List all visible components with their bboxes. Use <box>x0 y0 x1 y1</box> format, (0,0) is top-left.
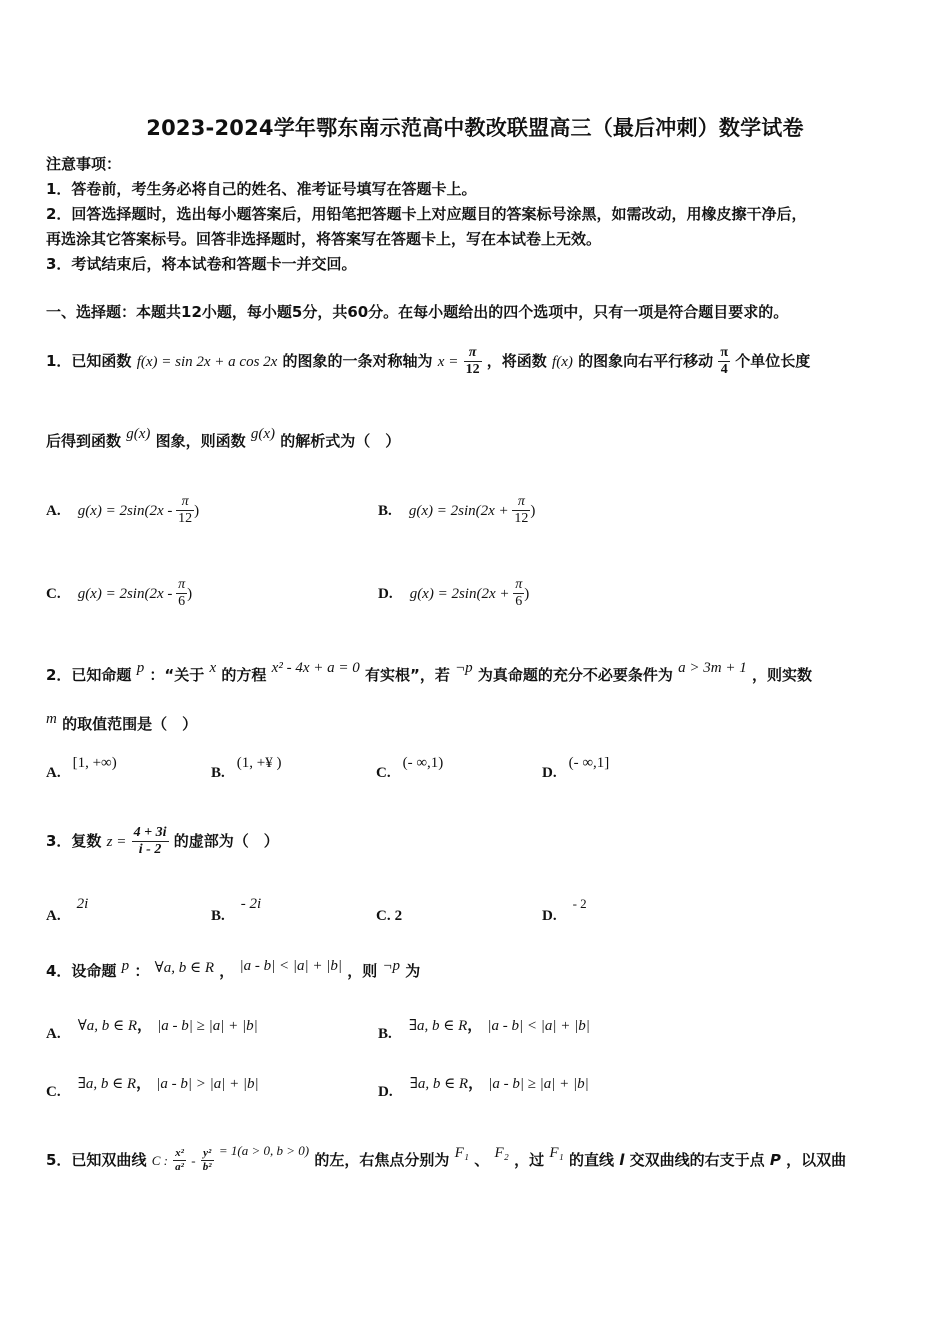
q3-text: 的虚部为（ ） <box>173 832 279 850</box>
q5-text: ，过 <box>514 1151 545 1169</box>
q1-text: 后得到函数 <box>46 432 122 450</box>
q5-P: P <box>769 1151 781 1169</box>
q4-text: 为 <box>405 962 421 980</box>
q1-text: ，将函数 <box>486 352 547 370</box>
q4-option-d[interactable]: D. ∃a, b ∈ R， |a - b| ≥ |a| + |b| <box>378 1076 589 1100</box>
q4-p: p <box>121 958 130 974</box>
q1-g: g(x) <box>126 426 151 442</box>
question-2-line-1 <box>46 660 812 685</box>
q2-option-a[interactable]: A.[1, +∞) <box>46 755 117 781</box>
q4-not-p: ¬p <box>382 958 401 974</box>
q3-text: 3．复数 <box>46 832 102 850</box>
question-1-line-1 <box>46 332 810 391</box>
q5-text: ，以双曲 <box>786 1151 847 1169</box>
q5-text: 的直线 <box>568 1151 614 1169</box>
q5-f1: F₁ <box>454 1145 469 1161</box>
q3-option-d[interactable]: D.- 2 <box>542 896 587 924</box>
q3-fraction: $\frac{4 + 3i}{i - 2}$ <box>133 825 167 857</box>
q1-text: 图象，则函数 <box>155 432 246 450</box>
q4-quantifier: ∀a, b ∈ R <box>154 960 214 976</box>
q5-f2: F₂ <box>494 1145 509 1161</box>
q5-f1: F₁ <box>549 1145 564 1161</box>
note-item: 3．考试结束后，将本试卷和答题卡一并交回。 <box>46 255 357 273</box>
question-5 <box>46 1130 846 1191</box>
q1-function: f(x) = sin 2x + a cos 2x <box>136 354 278 370</box>
question-4 <box>46 960 420 981</box>
note-item: 1．答卷前，考生务必将自己的姓名、准考证号填写在答题卡上。 <box>46 180 477 198</box>
q5-fraction-x: $\frac{\text{x²}}{\text{a²}}$ <box>175 1147 184 1173</box>
question-2-line-2 <box>46 713 197 734</box>
q5-text: 交双曲线的右支于点 <box>629 1151 765 1169</box>
q5-c: C : <box>151 1153 168 1168</box>
notes-heading: 注意事项： <box>46 155 122 173</box>
q1-g: g(x) <box>250 426 276 442</box>
page-title: 2023-2024学年鄂东南示范高中教改联盟高三（最后冲刺）数学试卷 <box>146 116 804 140</box>
q4-text: ，则 <box>347 962 378 980</box>
question-3 <box>46 812 279 871</box>
q1-function-ref: f(x) <box>552 354 573 370</box>
q2-text: 的方程 <box>221 666 267 684</box>
q2-text: ，则实数 <box>751 666 812 684</box>
q5-l: l <box>619 1151 625 1169</box>
q4-option-c[interactable]: C. ∃a, b ∈ R， |a - b| > |a| + |b| <box>46 1076 259 1100</box>
q4-inequality: |a - b| < |a| + |b| <box>239 958 342 974</box>
q3-option-a[interactable]: A.2i <box>46 896 89 924</box>
q2-option-b[interactable]: B.(1, +¥ ) <box>211 755 282 781</box>
q1-shift-fraction: $\frac{\pi}{4}$ <box>720 345 729 377</box>
q1-axis-fraction: $\frac{\pi}{12}$ <box>465 345 480 377</box>
q4-option-a[interactable]: A. ∀a, b ∈ R， |a - b| ≥ |a| + |b| <box>46 1018 258 1042</box>
q2-not-p: ¬p <box>455 660 473 676</box>
q2-text: 为真命题的充分不必要条件为 <box>477 666 673 684</box>
q4-text: 4．设命题 <box>46 962 117 980</box>
notes <box>46 152 806 277</box>
q1-text: 的图象向右平行移动 <box>578 352 714 370</box>
q1-option-c[interactable]: C. g(x) = 2sin(2x - $\frac{\pi}{6}$ ) <box>46 577 193 609</box>
q2-x: x <box>209 660 217 676</box>
q3-z: z = <box>106 834 127 850</box>
q5-text: 5．已知双曲线 <box>46 1151 147 1169</box>
q1-option-b[interactable]: B. g(x) = 2sin(2x + $\frac{\pi}{12}$ ) <box>378 494 536 526</box>
note-item: 再选涂其它答案标号。回答非选择题时，将答案写在答题卡上，写在本试卷上无效。 <box>46 230 602 248</box>
q4-text: ： <box>134 962 150 980</box>
note-item: 2．回答选择题时，选出每小题答案后，用铅笔把答题卡上对应题目的答案标号涂黑，如需改动，用橡皮擦干净后， <box>46 205 807 223</box>
q2-option-d[interactable]: D.(- ∞,1] <box>542 755 610 781</box>
q2-option-c[interactable]: C.(- ∞,1) <box>376 755 444 781</box>
q5-minus: - <box>191 1153 196 1168</box>
q2-text: 的取值范围是（ ） <box>62 715 198 733</box>
q2-text: 2．已知命题 <box>46 666 132 684</box>
q5-rhs: = 1(a > 0, b > 0) <box>218 1143 310 1158</box>
q2-equation: x² - 4x + a = 0 <box>271 660 360 676</box>
section-heading: 一、选择题：本题共12小题，每小题5分，共60分。在每小题给出的四个选项中，只有一项是符合题目要求的。 <box>46 303 789 321</box>
q4-option-b[interactable]: B. ∃a, b ∈ R， |a - b| < |a| + |b| <box>378 1018 590 1042</box>
question-1-line-2 <box>46 426 401 451</box>
q2-text: 有实根”，若 <box>364 666 450 684</box>
q1-option-a[interactable]: A. g(x) = 2sin(2x - $\frac{\pi}{12}$ ) <box>46 494 200 526</box>
q2-m: m <box>46 711 57 727</box>
q2-text: ：“关于 <box>149 666 205 684</box>
q5-fraction-y: $\frac{\text{y²}}{\text{b²}}$ <box>202 1147 212 1173</box>
q1-option-d[interactable]: D. g(x) = 2sin(2x + $\frac{\pi}{6}$ ) <box>378 577 530 609</box>
q4-text: ， <box>219 962 235 980</box>
q5-text: 、 <box>474 1151 490 1169</box>
q2-p: p <box>136 660 145 676</box>
q5-text: 的左，右焦点分别为 <box>314 1151 450 1169</box>
q3-option-b[interactable]: B.- 2i <box>211 896 262 924</box>
q1-text: 的图象的一条对称轴为 <box>282 352 433 370</box>
q3-option-c[interactable]: C. 2 <box>376 908 403 924</box>
q2-condition: a > 3m + 1 <box>678 660 747 676</box>
q1-axis-lhs: x = <box>437 354 459 370</box>
q1-text: 个单位长度 <box>735 352 811 370</box>
q1-text: 的解析式为（ ） <box>280 432 401 450</box>
q1-text: 1．已知函数 <box>46 352 132 370</box>
